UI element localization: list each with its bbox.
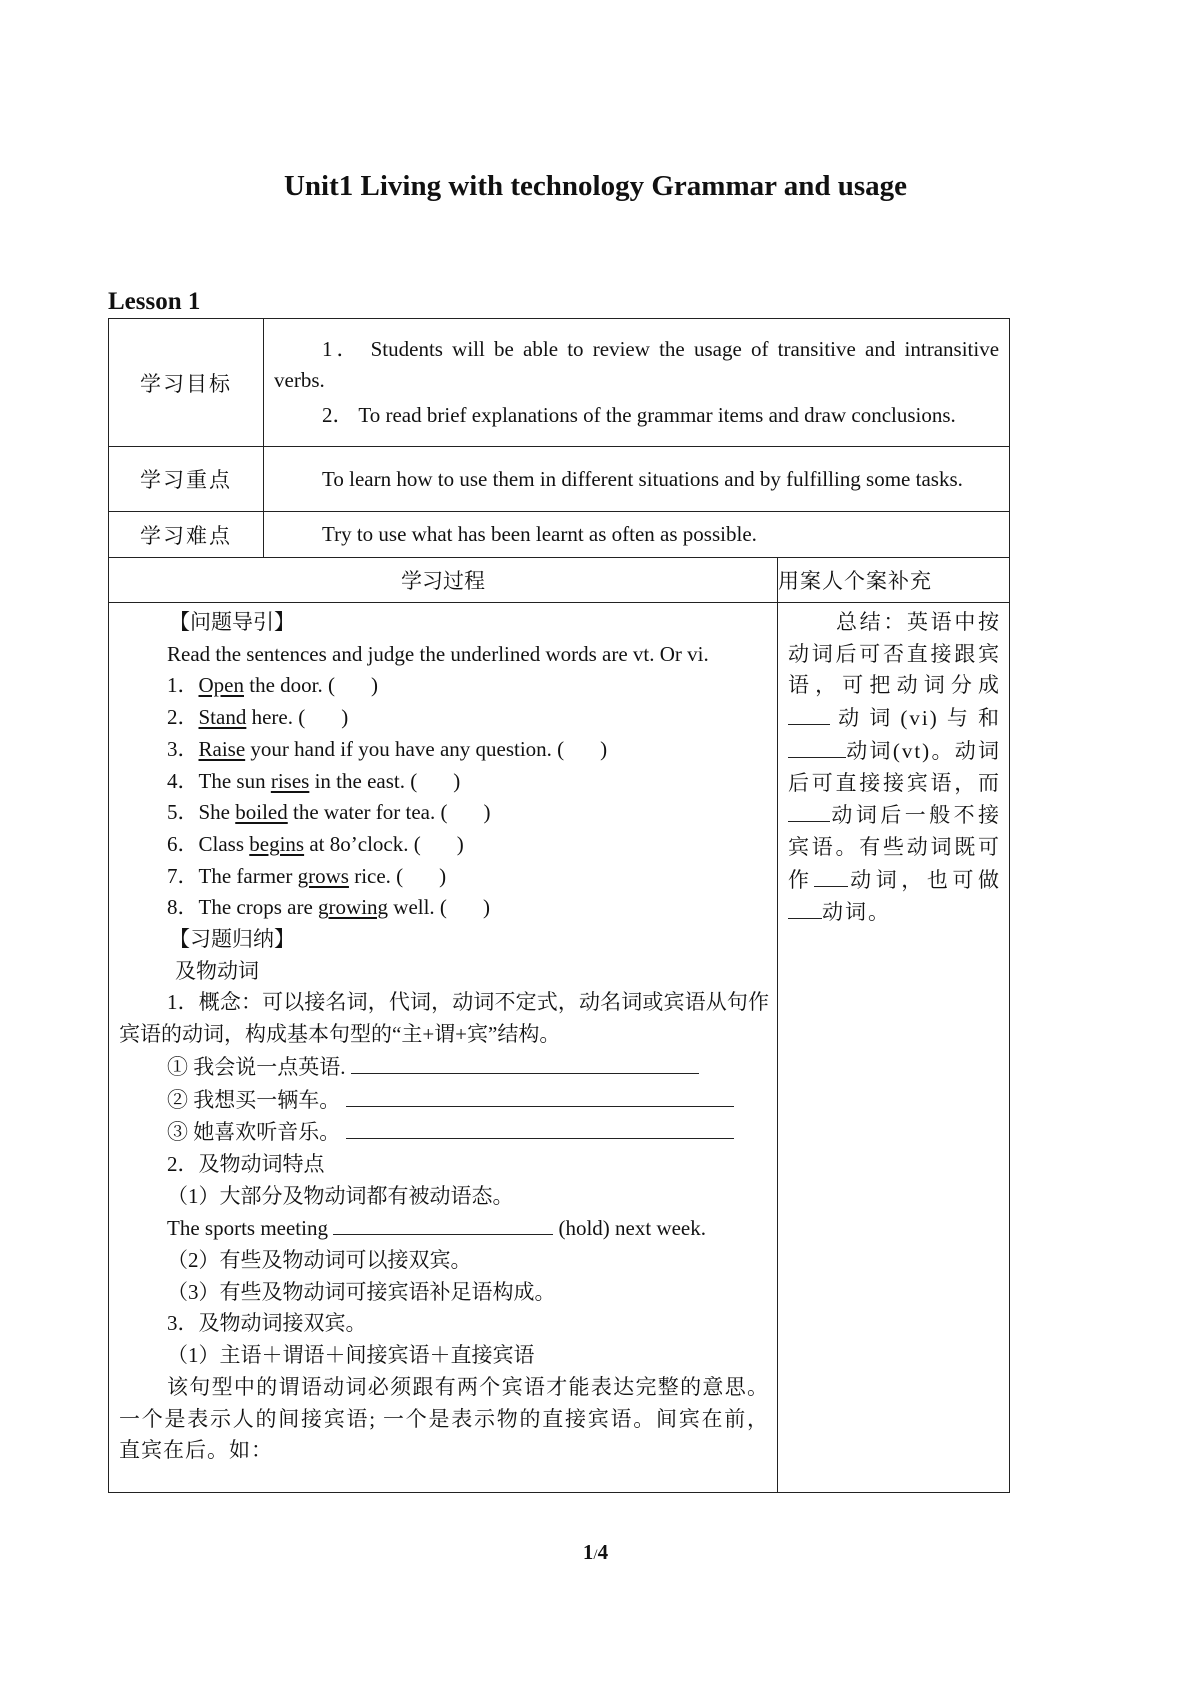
process-content	[109, 603, 778, 1493]
feature-3: （3）有些及物动词可接宾语补足语构成。	[167, 1279, 556, 1304]
exercise-item: 8．The crops are growing well. ( )	[167, 895, 490, 920]
lesson-plan-table	[108, 318, 1010, 1493]
answer-blank[interactable]	[788, 799, 830, 822]
translation-item: ③ 她喜欢听音乐。	[119, 1116, 769, 1149]
underlined-verb: begins	[249, 831, 305, 856]
underlined-verb: Open	[198, 673, 244, 698]
difficulty-row	[109, 512, 1010, 558]
guide-instruction: Read the sentences and judge the underlined words are vt. Or vi.	[167, 641, 709, 666]
concept-text: 1．概念：可以接名词，代词，动词不定式，动名词或宾语从句作宾语的动词，构成基本句型的“主+谓+宾”结构。	[119, 990, 769, 1047]
difficulty-label: 学习难点	[109, 512, 264, 558]
exercise-item: 6．Class begins at 8o’clock. ( )	[167, 831, 464, 856]
focus-row	[109, 447, 1010, 512]
answer-blank[interactable]	[351, 1051, 699, 1074]
summary-heading: 【习题归纳】	[169, 927, 295, 952]
goals-row	[109, 319, 1010, 447]
process-header: 学习过程	[109, 558, 778, 603]
answer-blank[interactable]	[788, 896, 822, 919]
goal-item-2: 2． To read brief explanations of the grammar items and draw conclusions.	[322, 403, 956, 427]
pattern-text: （1）主语＋谓语＋间接宾语＋直接宾语	[167, 1343, 535, 1368]
focus-label: 学习重点	[109, 447, 264, 512]
answer-blank[interactable]	[346, 1116, 734, 1139]
sports-sentence: The sports meeting (hold) next week.	[119, 1212, 769, 1245]
page-number: 1/4	[582, 1540, 609, 1564]
feature-2: （2）有些及物动词可以接双宾。	[167, 1248, 472, 1273]
translation-item: ① 我会说一点英语.	[119, 1051, 769, 1084]
guide-heading: 【问题导引】	[169, 610, 295, 634]
goals-label: 学习目标	[109, 319, 264, 447]
answer-blank[interactable]	[346, 1084, 734, 1107]
features-title: 2．及物动词特点	[167, 1151, 325, 1176]
underlined-verb: grows	[297, 863, 349, 888]
focus-content	[264, 447, 1010, 512]
goal-item-1: 1． Students will be able to review the usage of transitive and intransitive verbs.	[274, 337, 1000, 392]
exercise-item: 2．Stand here. ( )	[167, 705, 349, 730]
underlined-verb: Raise	[198, 736, 246, 761]
pattern-explanation: 该句型中的谓语动词必须跟有两个宾语才能表达完整的意思。一个是表示人的间接宾语; 一个是表示物的直接宾语。间宾在前，直宾在后。如：	[119, 1374, 769, 1463]
exercise-item: 5．She boiled the water for tea. ( )	[167, 800, 491, 825]
underlined-verb: growing	[318, 895, 389, 920]
section-title: 及物动词	[175, 958, 259, 983]
page-title: Unit1 Living with technology Grammar and usage	[283, 170, 907, 202]
content-row	[109, 603, 1010, 1493]
exercise-item: 1．Open the door. ( )	[167, 673, 378, 698]
underlined-verb: rises	[270, 768, 310, 793]
exercise-item: 3．Raise your hand if you have any question. ( )	[167, 736, 608, 761]
focus-text: To learn how to use them in different situations and by fulfilling some tasks.	[322, 466, 963, 491]
notes-paragraph: 总结：英语中按动词后可否直接跟宾语，可把动词分成动词(vi)与和 动词(vt)。动词后可直接接宾语，而动词后一般不接宾语。有些动词既可作 动词，也可做动词。	[788, 610, 1002, 925]
exercise-item: 7．The farmer grows rice. ( )	[167, 863, 447, 888]
underlined-verb: boiled	[235, 800, 288, 825]
goals-content	[264, 319, 1010, 447]
notes-header: 用案人个案补充	[778, 558, 1010, 603]
answer-blank[interactable]	[814, 864, 848, 887]
difficulty-text: Try to use what has been learnt as often as possible.	[322, 522, 757, 546]
notes-content	[778, 603, 1010, 1493]
underlined-verb: Stand	[198, 705, 247, 730]
exercise-item: 4．The sun rises in the east. ( )	[167, 768, 461, 793]
answer-blank[interactable]	[788, 735, 846, 758]
difficulty-content	[264, 512, 1010, 558]
header-row	[109, 558, 1010, 603]
feature-1: （1）大部分及物动词都有被动语态。	[167, 1183, 514, 1208]
answer-blank[interactable]	[333, 1212, 553, 1235]
translation-item: ② 我想买一辆车。	[119, 1084, 769, 1117]
lesson-heading: Lesson 1	[108, 288, 201, 315]
answer-blank[interactable]	[788, 702, 830, 725]
double-object-title: 3．及物动词接双宾。	[167, 1311, 367, 1336]
